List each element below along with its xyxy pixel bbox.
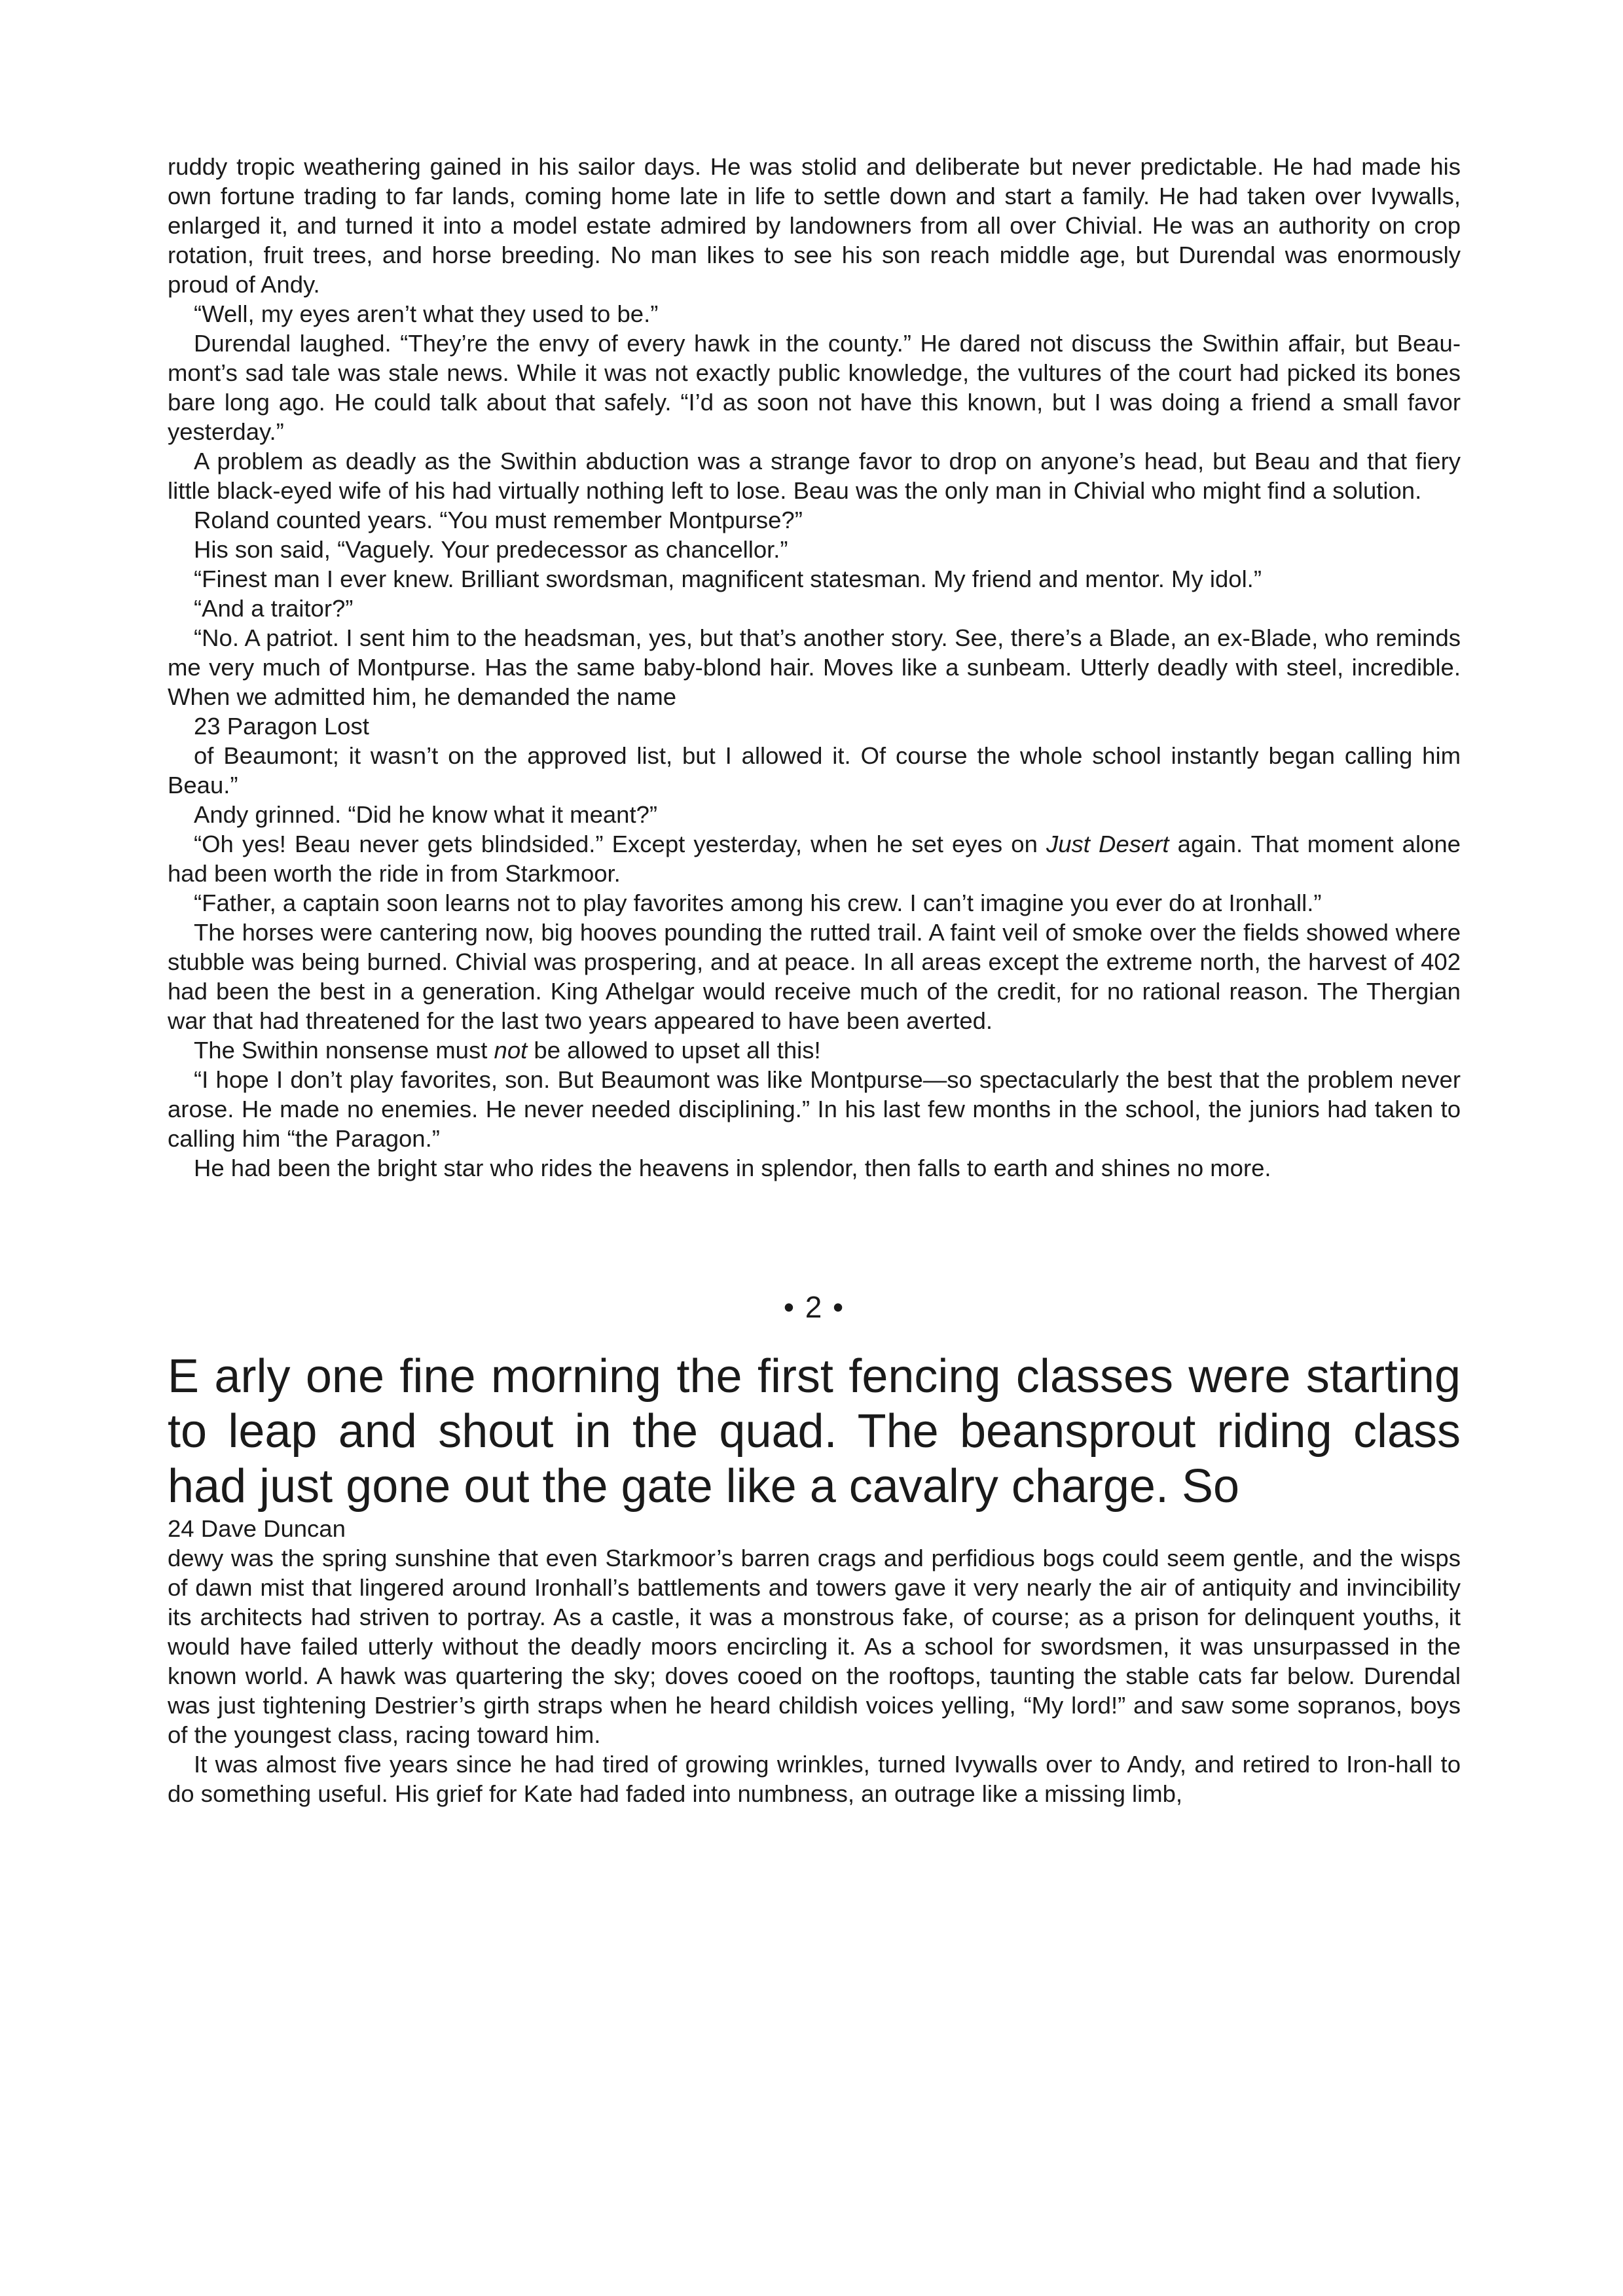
paragraph: His son said, “Vaguely. Your predecessor as chancellor.” [194, 536, 788, 563]
paragraph [168, 829, 1461, 888]
paragraph: “I hope I don’t play favorites, son. But Beaumont was like Montpurse—so spectacularly the best that the problem never arose. He made no enemies. He never needed disciplining.” In his last few months in the school, the juniors had taken to calling him “the Paragon.” [168, 1066, 1461, 1152]
ship-name: Just Desert [1046, 831, 1169, 857]
paragraph-text: be allowed to upset all this! [527, 1037, 821, 1064]
chapter-gap [168, 1183, 1461, 1287]
paragraph: He had been the bright star who rides the heavens in splendor, then falls to earth and shines no more. [194, 1155, 1271, 1181]
paragraph: “No. A patriot. I sent him to the headsman, yes, but that’s another story. See, there’s a Blade, an ex-Blade, who reminds me very much of Montpurse. Has the same baby-blond hair. Moves like a sunbeam. Utterly deadly with steel, incredible. When we admitted him, he demanded the name [168, 624, 1461, 710]
running-header: 24 Dave Duncan [168, 1515, 346, 1542]
book-page [168, 152, 1461, 1808]
paragraph: “Father, a captain soon learns not to play favorites among his crew. I can’t imagine you ever do at Ironhall.” [194, 889, 1322, 916]
paragraph: Andy grinned. “Did he know what it meant?” [194, 801, 658, 828]
paragraph: Durendal laughed. “They’re the envy of every hawk in the county.” He dared not discuss the Swithin affair, but Beau-mont’s sad tale was stale news. While it was not exactly public knowledge, the vultures of the court had picked its bones bare long ago. He could talk about that safely. “I’d as soon not have this known, but I was doing a friend a small favor yesterday.” [168, 330, 1461, 445]
chapter-opening: E arly one fine morning the first fencing classes were starting to leap and shout in the quad. The beansprout riding class had just gone out the gate like a cavalry charge. So [168, 1350, 1461, 1513]
paragraph: It was almost five years since he had tired of growing wrinkles, turned Ivywalls over to Andy, and retired to Iron-hall to do something useful. His grief for Kate had faded into numbness, an outrage like a missing limb, [168, 1751, 1461, 1807]
paragraph: “And a traitor?” [194, 595, 354, 622]
paragraph: A problem as deadly as the Swithin abduction was a strange favor to drop on anyone’s head, but Beau and that fiery little black-eyed wife of his had virtually nothing left to lose. Beau was the only man in Chivial who might find a solution. [168, 448, 1461, 504]
paragraph [168, 1035, 1461, 1065]
paragraph: Roland counted years. “You must remember Montpurse?” [194, 507, 803, 533]
paragraph-text: The Swithin nonsense must [194, 1037, 494, 1064]
chapter-number: • 2 • [783, 1290, 845, 1324]
paragraph: The horses were cantering now, big hooves pounding the rutted trail. A faint veil of smoke over the fields showed where stubble was being burned. Chivial was prospering, and at peace. In all areas except the extreme north, the harvest of 402 had been the best in a generation. King Athelgar would receive much of the credit, for no rational reason. The Thergian war that had threatened for the last two years appeared to have been averted. [168, 919, 1461, 1034]
emphasis: not [494, 1037, 528, 1064]
paragraph: “Well, my eyes aren’t what they used to be.” [194, 300, 659, 327]
paragraph: of Beaumont; it wasn’t on the approved list, but I allowed it. Of course the whole school instantly began calling him Beau.” [168, 742, 1461, 798]
paragraph-text: again. That moment alone had been worth the ride in from Starkmoor. [168, 831, 1461, 887]
paragraph: dewy was the spring sunshine that even Starkmoor’s barren crags and perfidious bogs could seem gentle, and the wisps of dawn mist that lingered around Ironhall’s battlements and towers gave it very nearly the air of antiquity and invincibility its architects had striven to portray. As a castle, it was a monstrous fake, of course; as a prison for delinquent youths, it would have failed utterly without the deadly moors encircling it. As a school for swordsmen, it was unsurpassed in the known world. A hawk was quartering the sky; doves cooed on the rooftops, taunting the stable cats far below. Durendal was just tightening Destrier’s girth straps when he heard childish voices yelling, “My lord!” and saw some sopranos, boys of the youngest class, racing toward him. [168, 1545, 1461, 1748]
paragraph: “Finest man I ever knew. Brilliant swordsman, magnificent statesman. My friend and mentor. My idol.” [194, 565, 1262, 592]
paragraph-text: “Oh yes! Beau never gets blindsided.” Except yesterday, when he set eyes on [194, 831, 1046, 857]
paragraph: ruddy tropic weathering gained in his sailor days. He was stolid and deliberate but never predictable. He had made his own fortune trading to far lands, coming home late in life to settle down and start a family. He had taken over Ivywalls, enlarged it, and turned it into a model estate admired by landowners from all over Chivial. He was an authority on crop rotation, fruit trees, and horse breeding. No man likes to see his son reach middle age, but Durendal was enormously proud of Andy. [168, 153, 1461, 298]
running-header: 23 Paragon Lost [194, 713, 369, 740]
